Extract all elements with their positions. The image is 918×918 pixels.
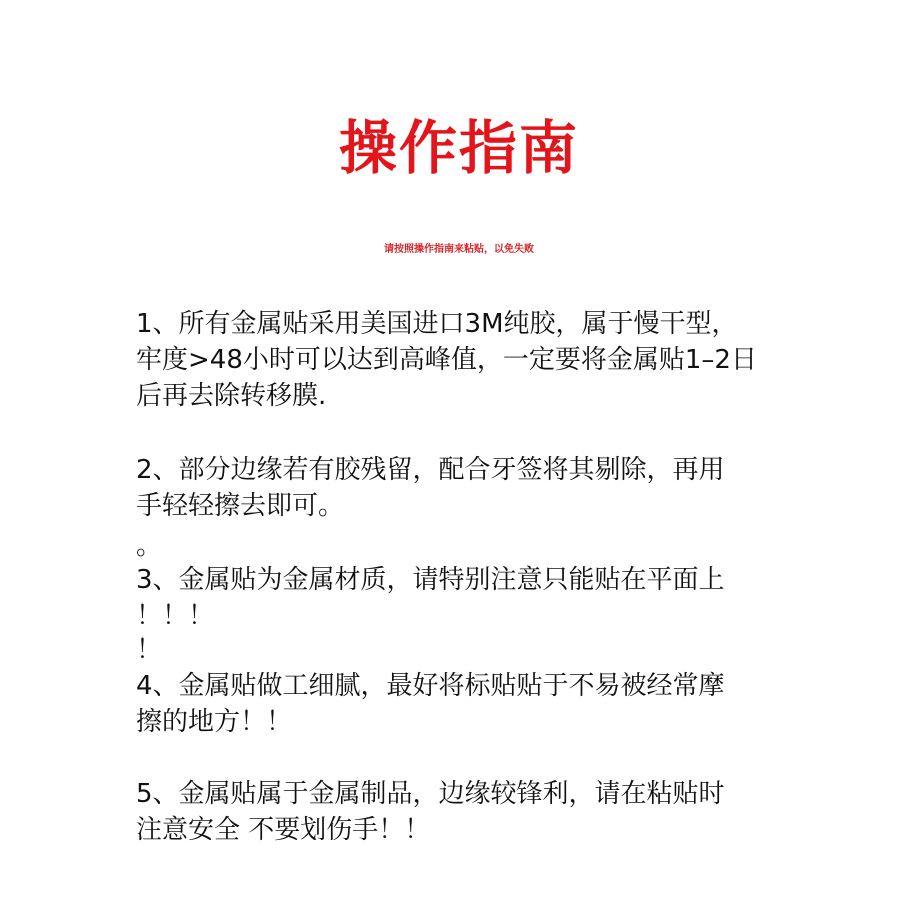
item-2-line-1: 2、部分边缘若有胶残留，配合牙签将其剔除，再用 [136,455,725,485]
item-3-line-3: ！ [136,635,163,665]
item-4-line-2: 擦的地方！！ [136,707,293,737]
item-2-line-3: 。 [136,531,163,561]
item-5-line-2: 注意安全 不要划伤手！！ [136,815,431,845]
item-1-line-1: 1、所有金属贴采用美国进口3M纯胶，属于慢干型， [136,309,738,339]
item-5-line-1: 5、金属贴属于金属制品，边缘较锋利，请在粘贴时 [136,779,725,809]
page-subtitle: 请按照操作指南来粘贴，以免失败 [384,244,534,255]
page-title: 操作指南 [338,114,579,182]
item-4-line-1: 4、金属贴做工细腻，最好将标贴贴于不易被经常摩 [136,671,725,701]
item-1-line-3: 后再去除转移膜. [136,381,327,411]
item-1-line-2: 牢度>48小时可以达到高峰值，一定要将金属贴1–2日 [136,345,757,375]
item-3-line-1: 3、金属贴为金属材质，请特别注意只能贴在平面上 [136,565,725,595]
item-2-line-2: 手轻轻擦去即可。 [136,491,345,521]
item-3-line-2: ！！！ [136,601,215,631]
